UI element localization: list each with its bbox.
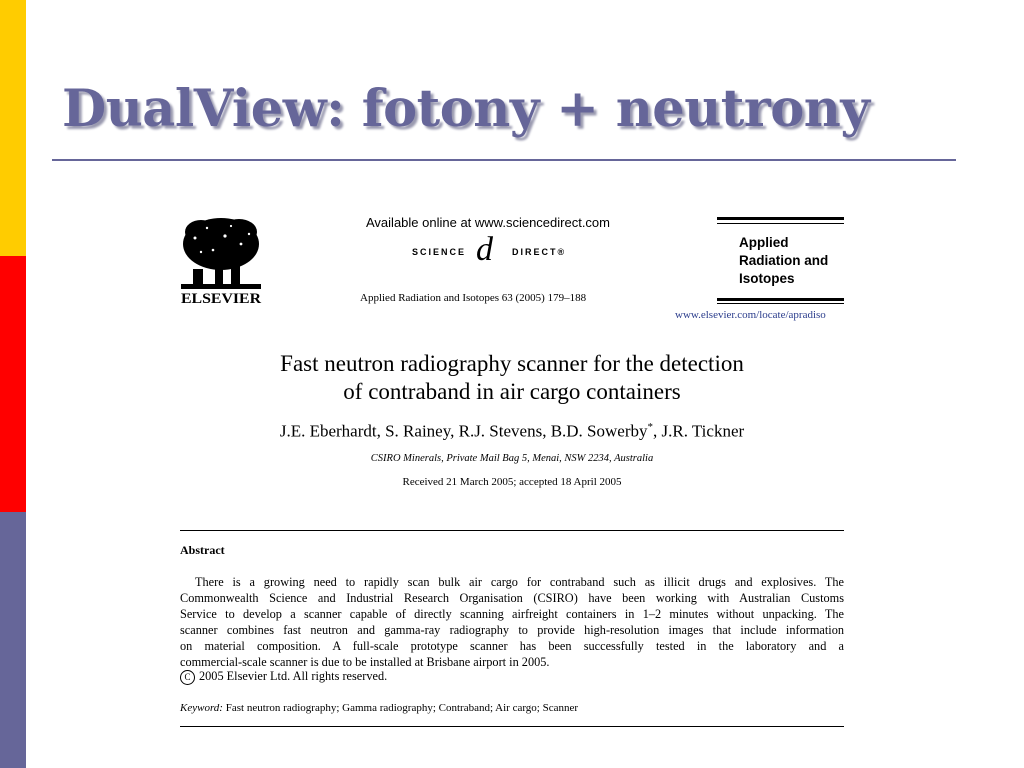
abstract-line: Service to develop a scanner capable of directly scanning airfreight containers in 1–2 minutes without unpacking. The — [180, 607, 844, 621]
abstract-line: on material composition. A full-scale prototype scanner has been successfully tested in the laboratory and a — [180, 639, 844, 653]
accent-stripe-yellow — [0, 0, 26, 256]
sciencedirect-at-icon: d — [476, 231, 493, 268]
paper-title — [180, 350, 844, 406]
sciencedirect-science: SCIENCE — [412, 247, 467, 257]
abstract-top-rule — [180, 530, 844, 531]
journal-name-line: Applied — [739, 235, 789, 250]
journal-box-bottom-thin-rule — [717, 303, 844, 304]
copyright-icon: C — [180, 670, 195, 685]
abstract-line: Commonwealth Science and Industrial Research Organisation (CSIRO) have been working with Australian Customs — [180, 591, 844, 605]
abstract-line: There is a growing need to rapidly scan bulk air cargo for contraband such as illicit drugs and explosives. The — [195, 575, 844, 589]
authors-text: J.E. Eberhardt, S. Rainey, R.J. Stevens, B.D. Sowerby — [279, 421, 648, 441]
title-underline — [52, 159, 956, 161]
journal-name-line: Isotopes — [739, 271, 795, 286]
journal-box-top-rule — [717, 217, 844, 220]
journal-box-bottom-rule — [717, 298, 844, 301]
abstract-bottom-rule — [180, 726, 844, 727]
abstract-line: commercial-scale scanner is due to be installed at Brisbane airport in 2005. — [180, 655, 550, 669]
keywords — [180, 702, 578, 714]
keyword-list: Fast neutron radiography; Gamma radiography; Contraband; Air cargo; Scanner — [225, 702, 579, 714]
copyright-notice — [180, 669, 387, 685]
available-online-text: Available online at www.sciencedirect.com — [366, 215, 610, 230]
paper-authors — [180, 421, 844, 442]
author-affiliation: CSIRO Minerals, Private Mail Bag 5, Menai, NSW 2234, Australia — [370, 453, 654, 464]
journal-name-box — [717, 217, 844, 305]
abstract-heading: Abstract — [180, 543, 225, 557]
journal-name-line: Radiation and — [739, 253, 829, 268]
elsevier-wordmark: ELSEVIER — [181, 291, 262, 306]
keyword-label: Keyword: — [180, 702, 223, 714]
authors-text-tail: , J.R. Tickner — [653, 421, 745, 441]
accent-stripe-red — [0, 256, 26, 512]
journal-citation: Applied Radiation and Isotopes 63 (2005) 179–188 — [360, 292, 587, 304]
paper-title-line: of contraband in air cargo containers — [343, 379, 681, 404]
slide-title: DualView: fotony + neutrony — [62, 79, 870, 139]
paper-title-line: Fast neutron radiography scanner for the detection — [280, 351, 744, 376]
corresponding-author-mark[interactable]: * — [647, 421, 653, 433]
abstract-line: scanner combines fast neutron and gamma-ray radiography to provide high-resolution images that include information — [180, 623, 844, 637]
abstract-body — [180, 574, 844, 670]
elsevier-logo — [179, 214, 263, 306]
journal-url-link[interactable]: www.elsevier.com/locate/apradiso — [675, 309, 826, 321]
accent-stripe-purple — [0, 512, 26, 768]
sciencedirect-direct: DIRECT® — [512, 247, 567, 257]
copyright-text: 2005 Elsevier Ltd. All rights reserved. — [199, 669, 388, 683]
journal-name — [739, 234, 828, 288]
journal-box-top-thin-rule — [717, 223, 844, 224]
received-dates: Received 21 March 2005; accepted 18 April 2005 — [402, 476, 622, 488]
sciencedirect-logo — [410, 231, 570, 268]
